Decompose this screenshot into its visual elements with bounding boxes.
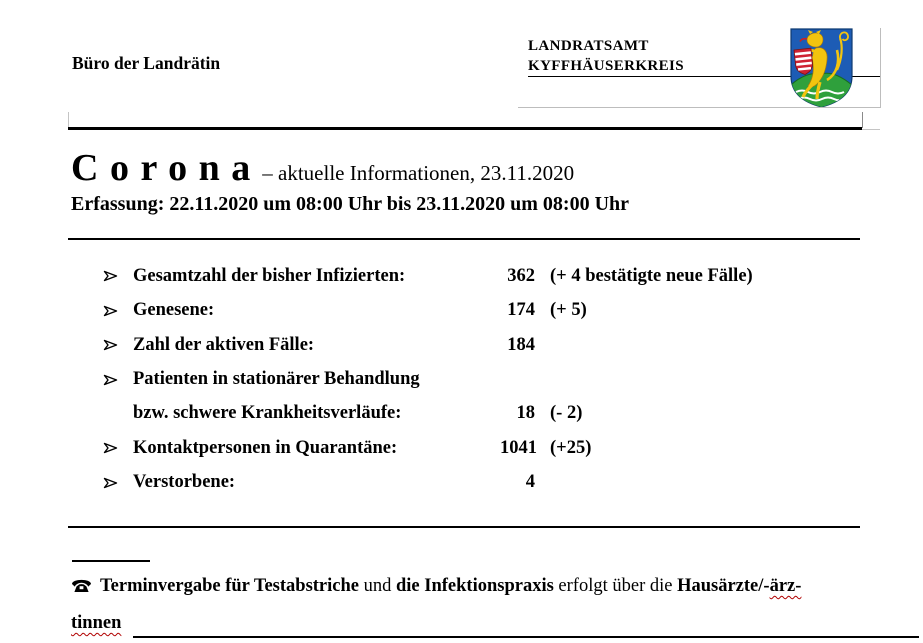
- stat-label-continuation: bzw. schwere Krankheitsverläufe:: [133, 403, 402, 424]
- stat-label: Patienten in stationärer Behandlung: [133, 369, 420, 390]
- header-authority-name: [528, 36, 684, 76]
- header-office: Büro der Landrätin: [72, 53, 221, 73]
- right-border-stub: [862, 129, 880, 130]
- phone-icon: [71, 577, 92, 599]
- stat-row-quarantine: [68, 431, 868, 465]
- statistics-list: [68, 259, 868, 500]
- coat-of-arms-logo: [790, 28, 853, 108]
- footer-seg-bold: Hausärzte/-: [677, 576, 770, 596]
- header-cell-bottom-border: [518, 107, 880, 108]
- stat-label: Verstorbene:: [133, 472, 236, 493]
- stat-value: 184: [507, 334, 535, 355]
- left-border-tick: [68, 112, 69, 128]
- footer-seg-bold: die Infektionspraxis: [396, 576, 554, 596]
- authority-line1: LANDRATSAMT: [528, 38, 649, 54]
- bottom-rule: [133, 636, 919, 638]
- stat-value: 174: [507, 300, 535, 321]
- arrow-bullet-icon: [103, 374, 133, 386]
- document-title: [71, 149, 574, 187]
- stat-value: 4: [525, 472, 535, 493]
- list-bottom-rule: [68, 526, 860, 528]
- footnote-separator-rule: [72, 560, 150, 562]
- footer-continuation: [71, 613, 121, 634]
- stat-label: Genesene:: [133, 300, 215, 321]
- arrow-bullet-icon: [103, 270, 133, 282]
- stat-row-recovered: [68, 293, 868, 327]
- authority-line2: KYFFHÄUSERKREIS: [528, 58, 685, 74]
- arrow-bullet-icon: [103, 305, 133, 317]
- stat-delta: (+25): [550, 437, 592, 458]
- stat-value: 1041: [500, 437, 537, 458]
- stat-value: 362: [507, 265, 535, 286]
- footer-seg: erfolgt über die: [553, 576, 678, 596]
- right-border-tick: [862, 112, 863, 128]
- stat-label: Gesamtzahl der bisher Infizierten:: [133, 265, 406, 286]
- stat-delta: (+ 5): [550, 300, 587, 321]
- stat-row-hospital-line1: [68, 362, 868, 396]
- capture-period: Erfassung: 22.11.2020 um 08:00 Uhr bis 23.11.2020 um 08:00 Uhr: [71, 193, 630, 215]
- title-suffix: – aktuelle Informationen, 23.11.2020: [262, 161, 575, 185]
- stat-row-active: [68, 328, 868, 362]
- arrow-bullet-icon: [103, 339, 133, 351]
- footer-word-misspelled: tinnen: [71, 613, 122, 633]
- footer-text: [71, 576, 801, 599]
- stat-row-infected: [68, 259, 868, 293]
- footer-seg: und: [359, 576, 396, 596]
- footer-seg-bold: Terminvergabe für Testabstriche: [100, 576, 359, 596]
- stat-value: 18: [516, 403, 535, 424]
- title-word: C o r o n a: [71, 147, 252, 189]
- footer-seg-misspelled: ärz-: [769, 576, 802, 596]
- stat-row-deceased: [68, 466, 868, 500]
- stat-row-hospital-line2: [68, 397, 868, 431]
- stat-delta: (+ 4 bestätigte neue Fälle): [550, 265, 753, 286]
- title-horizontal-rule: [68, 238, 860, 240]
- header-cell-right-border: [880, 28, 881, 108]
- stat-delta: (- 2): [550, 403, 583, 424]
- stat-label: Zahl der aktiven Fälle:: [133, 334, 315, 355]
- coat-of-arms-icon: [790, 28, 853, 108]
- header-horizontal-rule: [68, 127, 862, 130]
- arrow-bullet-icon: [103, 477, 133, 489]
- stat-label: Kontaktpersonen in Quarantäne:: [133, 437, 398, 458]
- arrow-bullet-icon: [103, 442, 133, 454]
